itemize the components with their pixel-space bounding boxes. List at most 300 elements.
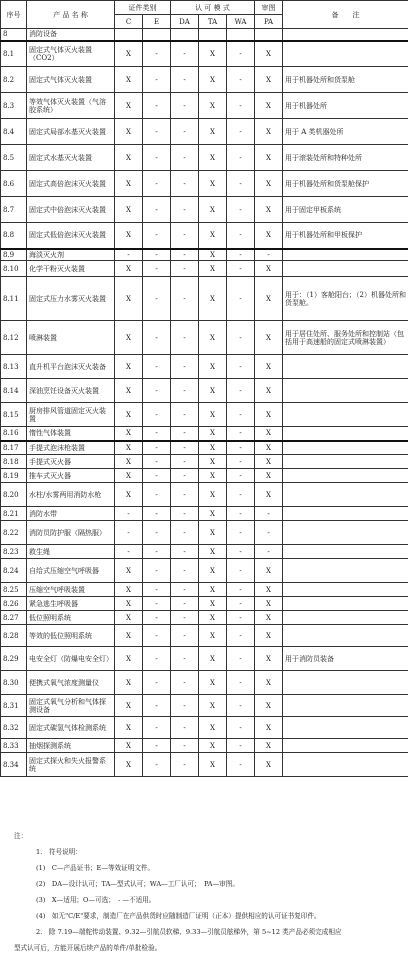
row-product-name: 固定式氧气分析和气体探测设备 bbox=[27, 695, 115, 717]
row-product-name: 固定式水基灭火装置 bbox=[27, 145, 115, 171]
row-mark-wa: - bbox=[227, 171, 255, 197]
row-mark-c: X bbox=[115, 379, 143, 403]
row-mark-e: - bbox=[143, 647, 171, 671]
row-mark-wa: - bbox=[227, 223, 255, 249]
row-remark bbox=[283, 355, 408, 379]
row-mark-e: - bbox=[143, 559, 171, 583]
row-mark-da: - bbox=[171, 41, 199, 67]
row-remark bbox=[283, 611, 408, 625]
table-row bbox=[1, 545, 408, 559]
row-mark-c: X bbox=[115, 597, 143, 611]
row-mark-e: - bbox=[143, 249, 171, 261]
row-mark-e: - bbox=[143, 695, 171, 717]
header-seq: 序号 bbox=[1, 1, 27, 29]
table-row bbox=[1, 455, 408, 469]
table-row bbox=[1, 321, 408, 355]
row-mark-pa: X bbox=[255, 671, 283, 695]
row-mark-c: X bbox=[115, 67, 143, 93]
row-mark-pa bbox=[255, 29, 283, 41]
row-mark-c: X bbox=[115, 403, 143, 427]
row-mark-pa: X bbox=[255, 625, 283, 647]
row-seq: 8.4 bbox=[1, 119, 27, 145]
row-mark-wa: - bbox=[227, 753, 255, 777]
row-mark-ta: X bbox=[199, 67, 227, 93]
row-mark-wa: - bbox=[227, 625, 255, 647]
row-mark-wa: - bbox=[227, 507, 255, 521]
row-mark-da: - bbox=[171, 483, 199, 507]
row-mark-da: - bbox=[171, 545, 199, 559]
row-mark-e: - bbox=[143, 355, 171, 379]
row-mark-pa: X bbox=[255, 355, 283, 379]
table-row bbox=[1, 29, 408, 41]
row-product-name: 紧急逃生呼吸器 bbox=[27, 597, 115, 611]
row-mark-ta: X bbox=[199, 625, 227, 647]
row-mark-ta: X bbox=[199, 611, 227, 625]
note-line: (2) DA—设计认可；TA—型式认可；WA—工厂认可； PA—审图。 bbox=[14, 876, 394, 892]
row-seq: 8.12 bbox=[1, 321, 27, 355]
row-mark-ta: X bbox=[199, 597, 227, 611]
row-remark bbox=[283, 249, 408, 261]
table-row bbox=[1, 171, 408, 197]
row-mark-e: - bbox=[143, 145, 171, 171]
row-product-name: 深油烹饪设备灭火装置 bbox=[27, 379, 115, 403]
row-mark-ta: X bbox=[199, 171, 227, 197]
row-mark-pa: - bbox=[255, 249, 283, 261]
row-mark-c: - bbox=[115, 507, 143, 521]
row-product-name: 手提式灭火器 bbox=[27, 455, 115, 469]
row-mark-da: - bbox=[171, 695, 199, 717]
row-mark-pa: X bbox=[255, 321, 283, 355]
row-mark-pa: X bbox=[255, 469, 283, 483]
row-mark-e: - bbox=[143, 321, 171, 355]
row-seq: 8.13 bbox=[1, 355, 27, 379]
row-mark-e: - bbox=[143, 171, 171, 197]
row-product-name: 水柱/水雾两用消防水枪 bbox=[27, 483, 115, 507]
note-line: 1. 符号说明： bbox=[14, 844, 394, 860]
row-remark bbox=[283, 695, 408, 717]
row-product-name: 固定式碳氢气体检测系统 bbox=[27, 717, 115, 739]
row-seq: 8.15 bbox=[1, 403, 27, 427]
row-product-name: 等效气体灭火装置（气溶胶系统） bbox=[27, 93, 115, 119]
row-mark-wa: - bbox=[227, 355, 255, 379]
row-seq: 8.23 bbox=[1, 545, 27, 559]
row-mark-e: - bbox=[143, 717, 171, 739]
header-name: 产 品 名 称 bbox=[27, 1, 115, 29]
row-mark-pa: X bbox=[255, 583, 283, 597]
row-product-name: 便携式氧气浓度测量仪 bbox=[27, 671, 115, 695]
row-mark-pa: X bbox=[255, 559, 283, 583]
row-mark-wa: - bbox=[227, 695, 255, 717]
table-row bbox=[1, 403, 408, 427]
row-mark-ta: X bbox=[199, 223, 227, 249]
row-mark-pa: - bbox=[255, 545, 283, 559]
row-mark-c: X bbox=[115, 197, 143, 223]
notes-title: 注： bbox=[14, 828, 394, 844]
row-remark: 用于机器处所 bbox=[283, 93, 408, 119]
header-sub-pa: PA bbox=[255, 15, 283, 29]
row-seq: 8.24 bbox=[1, 559, 27, 583]
row-mark-da: - bbox=[171, 321, 199, 355]
row-mark-ta: X bbox=[199, 261, 227, 277]
row-product-name: 固定式压力水雾灭火装置 bbox=[27, 277, 115, 321]
row-mark-da: - bbox=[171, 93, 199, 119]
row-mark-da: - bbox=[171, 455, 199, 469]
row-mark-pa: X bbox=[255, 597, 283, 611]
row-remark bbox=[283, 261, 408, 277]
row-mark-da: - bbox=[171, 67, 199, 93]
row-seq: 8.18 bbox=[1, 455, 27, 469]
row-mark-ta: X bbox=[199, 717, 227, 739]
row-mark-e: - bbox=[143, 379, 171, 403]
row-product-name: 喷淋装置 bbox=[27, 321, 115, 355]
table-row bbox=[1, 739, 408, 753]
row-mark-ta bbox=[199, 29, 227, 41]
row-mark-e: - bbox=[143, 597, 171, 611]
row-mark-ta: X bbox=[199, 403, 227, 427]
row-mark-pa: X bbox=[255, 277, 283, 321]
row-seq: 8.32 bbox=[1, 717, 27, 739]
row-mark-wa: - bbox=[227, 521, 255, 545]
header-remark: 备 注 bbox=[283, 1, 408, 29]
row-mark-e: - bbox=[143, 427, 171, 441]
row-seq: 8.26 bbox=[1, 597, 27, 611]
row-mark-c: X bbox=[115, 469, 143, 483]
note-line: 2. 除 7.19—端舵传动装置、9.32—引航员软梯、9.33—引航员舷梯外，第 5~12 类产品必须完成相应 bbox=[14, 924, 394, 940]
row-seq: 8.21 bbox=[1, 507, 27, 521]
row-seq: 8.29 bbox=[1, 647, 27, 671]
table-row bbox=[1, 249, 408, 261]
row-mark-da: - bbox=[171, 739, 199, 753]
row-mark-da: - bbox=[171, 427, 199, 441]
row-mark-da: - bbox=[171, 277, 199, 321]
row-product-name: 等效的低位照明系统 bbox=[27, 625, 115, 647]
row-seq: 8.11 bbox=[1, 277, 27, 321]
row-mark-c: X bbox=[115, 355, 143, 379]
row-mark-e: - bbox=[143, 455, 171, 469]
row-mark-wa: - bbox=[227, 197, 255, 223]
row-mark-ta: X bbox=[199, 671, 227, 695]
row-mark-pa: X bbox=[255, 611, 283, 625]
row-product-name: 厨房排风管道固定灭火装置 bbox=[27, 403, 115, 427]
row-seq: 8.34 bbox=[1, 753, 27, 777]
row-mark-ta: X bbox=[199, 695, 227, 717]
row-mark-e bbox=[143, 29, 171, 41]
row-mark-e: - bbox=[143, 583, 171, 597]
row-mark-ta: X bbox=[199, 507, 227, 521]
row-product-name: 手提式泡沫枪装置 bbox=[27, 441, 115, 455]
row-mark-wa bbox=[227, 29, 255, 41]
row-remark: 用于机器处所和甲板保护 bbox=[283, 223, 408, 249]
table-row bbox=[1, 469, 408, 483]
row-mark-pa: X bbox=[255, 93, 283, 119]
row-mark-c: X bbox=[115, 483, 143, 507]
table-row bbox=[1, 753, 408, 777]
row-product-name: 救生绳 bbox=[27, 545, 115, 559]
row-mark-e: - bbox=[143, 753, 171, 777]
row-mark-c: X bbox=[115, 583, 143, 597]
row-mark-pa: X bbox=[255, 427, 283, 441]
row-mark-c: X bbox=[115, 321, 143, 355]
row-mark-ta: X bbox=[199, 469, 227, 483]
table-row bbox=[1, 355, 408, 379]
row-remark bbox=[283, 717, 408, 739]
row-remark bbox=[283, 545, 408, 559]
row-mark-pa: X bbox=[255, 717, 283, 739]
row-mark-c: X bbox=[115, 171, 143, 197]
row-mark-pa: X bbox=[255, 403, 283, 427]
row-mark-e: - bbox=[143, 197, 171, 223]
row-product-name: 直升机平台泡沫灭火装备 bbox=[27, 355, 115, 379]
table-row bbox=[1, 379, 408, 403]
row-mark-c: X bbox=[115, 277, 143, 321]
row-mark-e: - bbox=[143, 277, 171, 321]
row-product-name: 压缩空气呼吸装置 bbox=[27, 583, 115, 597]
row-seq: 8.3 bbox=[1, 93, 27, 119]
row-mark-pa: X bbox=[255, 441, 283, 455]
row-remark bbox=[283, 469, 408, 483]
row-mark-da: - bbox=[171, 145, 199, 171]
row-mark-da: - bbox=[171, 261, 199, 277]
row-mark-wa: - bbox=[227, 119, 255, 145]
table-row bbox=[1, 695, 408, 717]
row-mark-wa: - bbox=[227, 483, 255, 507]
row-mark-da: - bbox=[171, 119, 199, 145]
row-remark bbox=[283, 521, 408, 545]
row-mark-da bbox=[171, 29, 199, 41]
row-mark-wa: - bbox=[227, 427, 255, 441]
row-remark: 用于：（1）客舱阳台；（2）机器处所和货泵舱。 bbox=[283, 277, 408, 321]
row-mark-ta: X bbox=[199, 379, 227, 403]
row-mark-da: - bbox=[171, 249, 199, 261]
row-mark-ta: X bbox=[199, 119, 227, 145]
note-line: (1) C—产品证书；E—等效证明文件。 bbox=[14, 860, 394, 876]
row-remark bbox=[283, 753, 408, 777]
row-mark-pa: - bbox=[255, 507, 283, 521]
row-mark-da: - bbox=[171, 355, 199, 379]
table-row bbox=[1, 441, 408, 455]
row-mark-e: - bbox=[143, 67, 171, 93]
row-mark-da: - bbox=[171, 583, 199, 597]
row-mark-pa: X bbox=[255, 145, 283, 171]
table-row bbox=[1, 483, 408, 507]
row-seq: 8.8 bbox=[1, 223, 27, 249]
row-seq: 8.10 bbox=[1, 261, 27, 277]
table-row bbox=[1, 717, 408, 739]
row-remark: 用于居住处所、服务处所和控制站（包括用于高速船的固定式喷淋装置） bbox=[283, 321, 408, 355]
row-seq: 8.30 bbox=[1, 671, 27, 695]
row-seq: 8.16 bbox=[1, 427, 27, 441]
row-mark-da: - bbox=[171, 521, 199, 545]
row-seq: 8.25 bbox=[1, 583, 27, 597]
table-row bbox=[1, 521, 408, 545]
row-mark-pa: X bbox=[255, 753, 283, 777]
row-mark-e: - bbox=[143, 545, 171, 559]
row-product-name: 电安全灯（防爆电安全灯） bbox=[27, 647, 115, 671]
row-mark-ta: X bbox=[199, 441, 227, 455]
row-mark-pa: X bbox=[255, 171, 283, 197]
row-mark-pa: X bbox=[255, 647, 283, 671]
row-remark bbox=[283, 379, 408, 403]
row-mark-ta: X bbox=[199, 249, 227, 261]
row-remark bbox=[283, 559, 408, 583]
row-product-name: 固定式探火和失火报警系统 bbox=[27, 753, 115, 777]
row-mark-c: X bbox=[115, 223, 143, 249]
row-mark-e: - bbox=[143, 119, 171, 145]
row-mark-c: X bbox=[115, 441, 143, 455]
row-seq: 8.1 bbox=[1, 41, 27, 67]
table-row bbox=[1, 427, 408, 441]
row-mark-da: - bbox=[171, 403, 199, 427]
table-row bbox=[1, 277, 408, 321]
row-mark-ta: X bbox=[199, 559, 227, 583]
row-mark-pa: X bbox=[255, 223, 283, 249]
row-mark-ta: X bbox=[199, 355, 227, 379]
row-mark-wa: - bbox=[227, 717, 255, 739]
row-mark-c: X bbox=[115, 119, 143, 145]
table-body bbox=[1, 29, 408, 777]
row-mark-wa: - bbox=[227, 455, 255, 469]
row-seq: 8.20 bbox=[1, 483, 27, 507]
row-mark-da: - bbox=[171, 379, 199, 403]
row-mark-e: - bbox=[143, 223, 171, 249]
row-mark-ta: X bbox=[199, 427, 227, 441]
row-seq: 8.17 bbox=[1, 441, 27, 455]
row-mark-da: - bbox=[171, 717, 199, 739]
row-product-name: 自给式压缩空气呼吸器 bbox=[27, 559, 115, 583]
table-row bbox=[1, 67, 408, 93]
row-product-name: 海淡灭火剂 bbox=[27, 249, 115, 261]
row-mark-e: - bbox=[143, 521, 171, 545]
row-mark-da: - bbox=[171, 559, 199, 583]
header-sub-wa: WA bbox=[227, 15, 255, 29]
row-product-name: 消防水带 bbox=[27, 507, 115, 521]
note-line: (4) 如无"C/E"要求，制造厂在产品供货时应随制造厂证明（正本）提供相应的认可证书复印件。 bbox=[14, 908, 394, 924]
row-product-name: 固定式高倍泡沫灭火装置 bbox=[27, 171, 115, 197]
header-sub-e: E bbox=[143, 15, 171, 29]
header-cert-group: 证件类别 bbox=[115, 1, 171, 15]
row-remark bbox=[283, 455, 408, 469]
row-mark-da: - bbox=[171, 647, 199, 671]
row-mark-wa: - bbox=[227, 379, 255, 403]
row-remark: 用于滚装处所和特种处所 bbox=[283, 145, 408, 171]
row-mark-ta: X bbox=[199, 753, 227, 777]
row-mark-da: - bbox=[171, 441, 199, 455]
row-product-name: 消防设备 bbox=[27, 29, 115, 41]
row-product-name: 惰性气体装置 bbox=[27, 427, 115, 441]
row-remark bbox=[283, 41, 408, 67]
row-mark-da: - bbox=[171, 171, 199, 197]
header-drawing-group: 审图 bbox=[255, 1, 283, 15]
row-mark-c: X bbox=[115, 611, 143, 625]
row-mark-c: X bbox=[115, 717, 143, 739]
row-product-name: 抽烟探测系统 bbox=[27, 739, 115, 753]
table-row bbox=[1, 261, 408, 277]
row-mark-ta: X bbox=[199, 647, 227, 671]
table-row bbox=[1, 41, 408, 67]
row-mark-pa: X bbox=[255, 483, 283, 507]
row-mark-c bbox=[115, 29, 143, 41]
table-row bbox=[1, 671, 408, 695]
row-mark-e: - bbox=[143, 93, 171, 119]
row-mark-wa: - bbox=[227, 559, 255, 583]
table-row bbox=[1, 611, 408, 625]
row-mark-da: - bbox=[171, 597, 199, 611]
row-seq: 8.27 bbox=[1, 611, 27, 625]
table-row bbox=[1, 597, 408, 611]
row-mark-pa: X bbox=[255, 67, 283, 93]
row-mark-c: X bbox=[115, 455, 143, 469]
row-mark-pa: - bbox=[255, 521, 283, 545]
table-row bbox=[1, 583, 408, 597]
row-seq: 8.9 bbox=[1, 249, 27, 261]
row-mark-ta: X bbox=[199, 483, 227, 507]
row-mark-wa: - bbox=[227, 145, 255, 171]
row-mark-ta: X bbox=[199, 41, 227, 67]
row-remark: 用于机器处所和货泵舱 bbox=[283, 67, 408, 93]
row-mark-ta: X bbox=[199, 277, 227, 321]
row-remark bbox=[283, 671, 408, 695]
row-mark-wa: - bbox=[227, 403, 255, 427]
row-remark bbox=[283, 739, 408, 753]
row-mark-wa: - bbox=[227, 611, 255, 625]
table-row bbox=[1, 559, 408, 583]
row-product-name: 低位照明系统 bbox=[27, 611, 115, 625]
row-mark-da: - bbox=[171, 469, 199, 483]
row-seq: 8.2 bbox=[1, 67, 27, 93]
table-row bbox=[1, 197, 408, 223]
header-sub-c: C bbox=[115, 15, 143, 29]
table-row bbox=[1, 145, 408, 171]
row-mark-c: X bbox=[115, 427, 143, 441]
row-mark-ta: X bbox=[199, 739, 227, 753]
row-mark-pa: X bbox=[255, 41, 283, 67]
row-product-name: 推车式灭火器 bbox=[27, 469, 115, 483]
row-mark-da: - bbox=[171, 223, 199, 249]
row-product-name: 固定式气体灭火装置 bbox=[27, 67, 115, 93]
row-mark-wa: - bbox=[227, 545, 255, 559]
row-mark-wa: - bbox=[227, 671, 255, 695]
row-product-name: 消防员防护服（隔热服） bbox=[27, 521, 115, 545]
row-mark-wa: - bbox=[227, 739, 255, 753]
row-mark-wa: - bbox=[227, 583, 255, 597]
table-row bbox=[1, 223, 408, 249]
row-mark-pa: X bbox=[255, 739, 283, 753]
row-mark-e: - bbox=[143, 261, 171, 277]
row-mark-c: - bbox=[115, 521, 143, 545]
row-mark-e: - bbox=[143, 625, 171, 647]
row-product-name: 固定式中倍泡沫灭火装置 bbox=[27, 197, 115, 223]
row-mark-da: - bbox=[171, 753, 199, 777]
header-sub-ta: TA bbox=[199, 15, 227, 29]
table-row bbox=[1, 625, 408, 647]
row-mark-wa: - bbox=[227, 469, 255, 483]
row-mark-e: - bbox=[143, 469, 171, 483]
row-seq: 8.22 bbox=[1, 521, 27, 545]
row-mark-ta: X bbox=[199, 521, 227, 545]
row-mark-da: - bbox=[171, 197, 199, 223]
row-mark-c: X bbox=[115, 261, 143, 277]
row-mark-da: - bbox=[171, 671, 199, 695]
row-mark-e: - bbox=[143, 739, 171, 753]
row-remark bbox=[283, 507, 408, 521]
row-product-name: 固定式低倍泡沫灭火装置 bbox=[27, 223, 115, 249]
row-mark-da: - bbox=[171, 507, 199, 521]
row-mark-e: - bbox=[143, 507, 171, 521]
row-mark-c: - bbox=[115, 249, 143, 261]
row-mark-wa: - bbox=[227, 93, 255, 119]
row-product-name: 固定式局部水基灭火装置 bbox=[27, 119, 115, 145]
row-mark-ta: X bbox=[199, 321, 227, 355]
